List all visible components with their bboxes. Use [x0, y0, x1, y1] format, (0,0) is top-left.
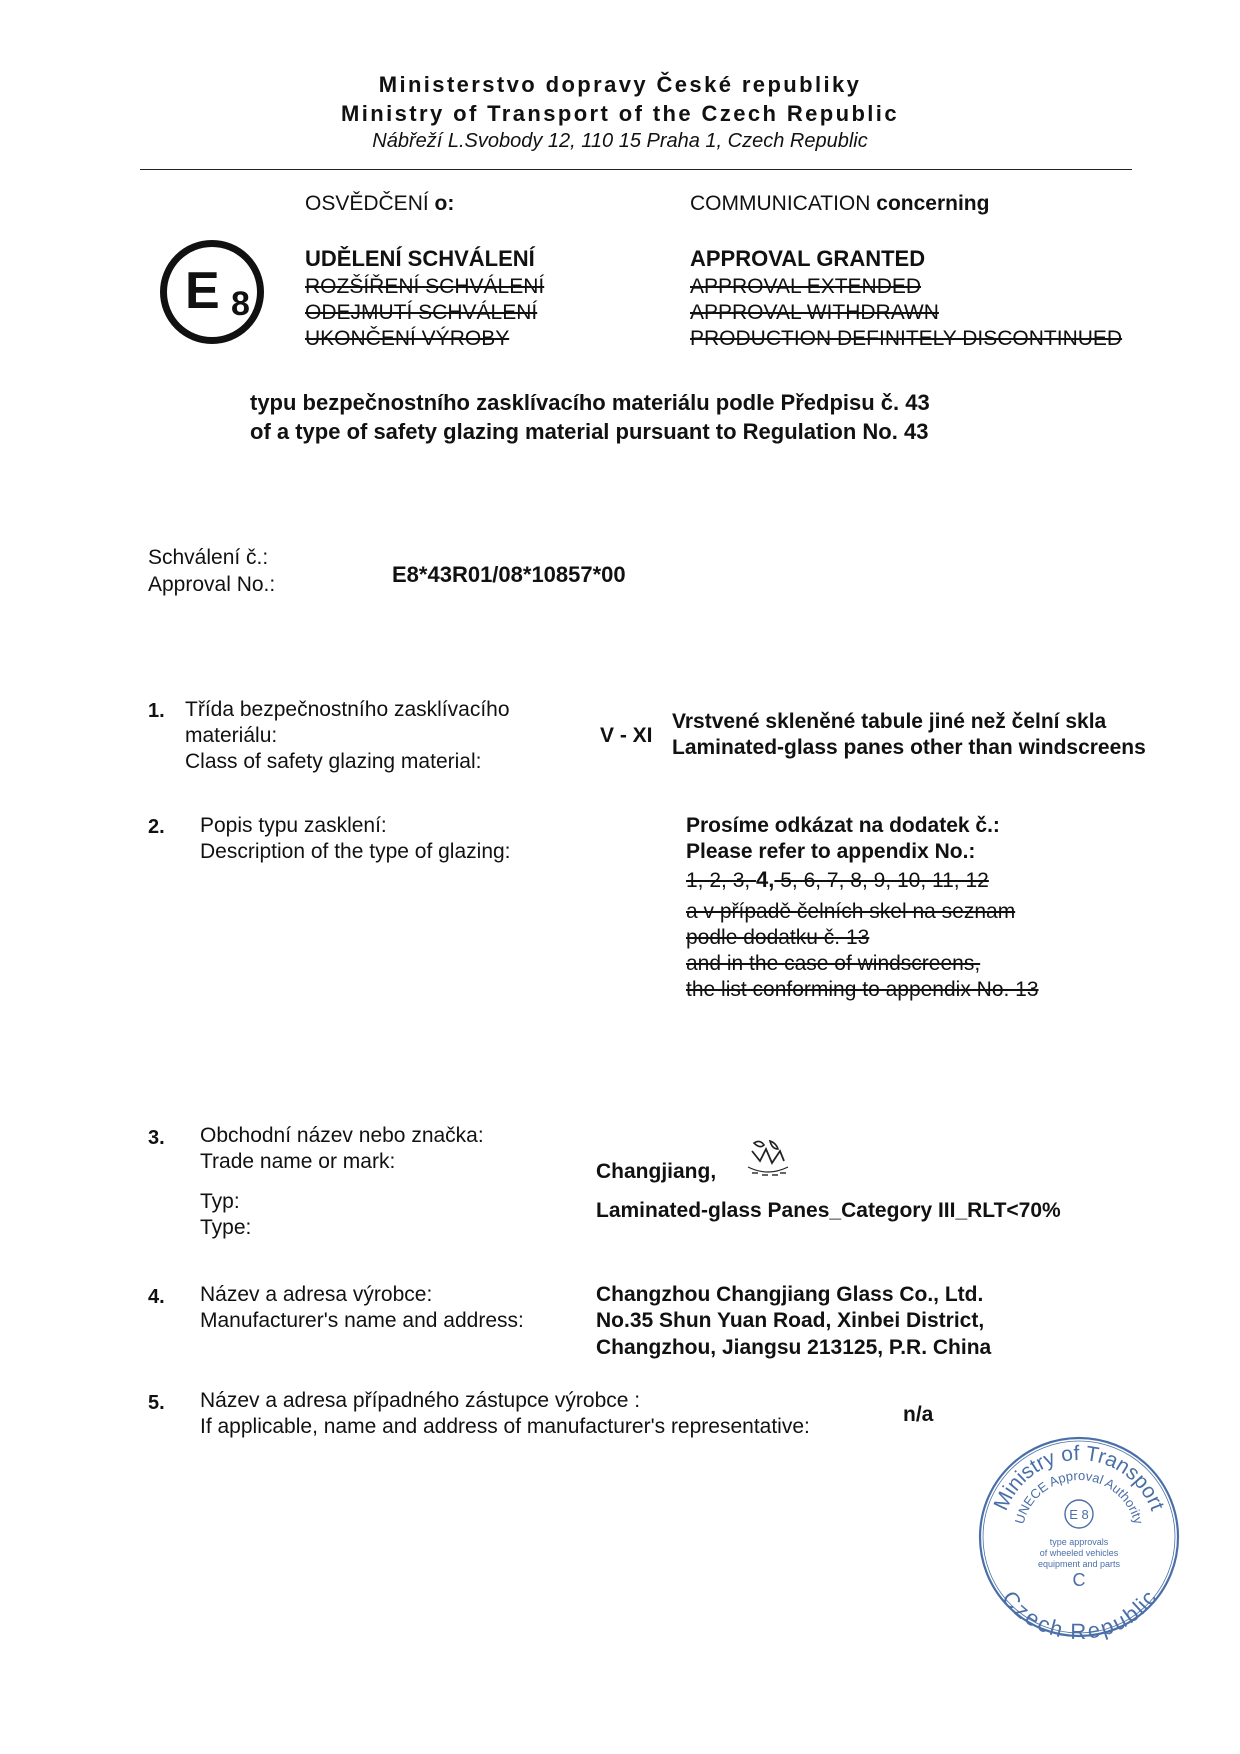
- emblem-letter: E: [185, 262, 220, 320]
- stamp-line2: of wheeled vehicles: [1039, 1548, 1119, 1558]
- item-3-label-en: Trade name or mark:: [200, 1150, 396, 1173]
- subject-en: of a type of safety glazing material pursuant to Regulation No. 43: [250, 419, 929, 444]
- stamp-emblem: E 8: [1069, 1507, 1089, 1522]
- production-discontinued-en: PRODUCTION DEFINITELY DISCONTINUED: [690, 327, 1123, 350]
- approval-granted-en: APPROVAL GRANTED: [690, 246, 926, 271]
- stamp-bottom-text: Czech Republic: [997, 1585, 1162, 1640]
- item-1-label-line2: materiálu:: [185, 724, 278, 747]
- approval-extended-cz: ROZŠÍŘENÍ SCHVÁLENÍ: [305, 275, 545, 298]
- approval-granted-cz: UDĚLENÍ SCHVÁLENÍ: [305, 246, 535, 271]
- item-2-label-cz: Popis typu zasklení:: [200, 814, 387, 837]
- item-2-refer-en: Please refer to appendix No.:: [686, 840, 976, 863]
- stamp-top-text: Ministry of Transport: [989, 1441, 1169, 1514]
- approval-label-cz: Schválení č.:: [148, 546, 269, 569]
- approval-withdrawn-en: APPROVAL WITHDRAWN: [690, 301, 939, 324]
- approval-extended-en: APPROVAL EXTENDED: [690, 275, 922, 298]
- approval-withdrawn-cz: ODEJMUTÍ SCHVÁLENÍ: [305, 301, 538, 324]
- item-2-appendix-list: 1, 2, 3, 4, 5, 6, 7, 8, 9, 10, 11, 12: [686, 867, 989, 892]
- item-2-windscreen-line3: and in the case of windscreens,: [686, 952, 981, 975]
- stamp-line1: type approvals: [1049, 1537, 1109, 1547]
- item-5-number: 5.: [148, 1392, 165, 1414]
- ministry-name-cz: Ministerstvo dopravy České republiky: [378, 72, 862, 97]
- item-3-trade-name: Changjiang,: [596, 1160, 717, 1183]
- item-2-windscreen-line2: podle dodatku č. 13: [686, 926, 870, 949]
- official-stamp: [976, 1434, 1182, 1640]
- item-2-label-en: Description of the type of glazing:: [200, 840, 511, 863]
- item-1-label-line1: Třída bezpečnostního zasklívacího: [185, 698, 510, 721]
- manufacturer-address-line2: Changzhou, Jiangsu 213125, P.R. China: [596, 1336, 992, 1359]
- emblem-number: 8: [231, 285, 250, 323]
- approval-label-en: Approval No.:: [148, 573, 276, 596]
- item-2-refer-cz: Prosíme odkázat na dodatek č.:: [686, 814, 1000, 837]
- changjiang-logo-icon: [744, 1137, 792, 1183]
- e8-emblem-icon: [160, 240, 264, 344]
- approval-number: E8*43R01/08*10857*00: [392, 562, 626, 587]
- item-1-label-line3: Class of safety glazing material:: [185, 750, 482, 773]
- stamp-letter: C: [1072, 1570, 1086, 1590]
- communication-label-en: COMMUNICATION concerning: [690, 192, 990, 215]
- item-4-number: 4.: [148, 1286, 165, 1308]
- stamp-line3: equipment and parts: [1037, 1559, 1121, 1569]
- item-1-class: V - XI: [600, 724, 653, 747]
- ministry-name-en: Ministry of Transport of the Czech Republic: [341, 101, 899, 126]
- item-4-label-en: Manufacturer's name and address:: [200, 1309, 524, 1332]
- item-3-type-value: Laminated-glass Panes_Category III_RLT<70%: [596, 1199, 1061, 1222]
- manufacturer-address-line1: No.35 Shun Yuan Road, Xinbei District,: [596, 1309, 985, 1332]
- item-5-label-en: If applicable, name and address of manufacturer's representative:: [200, 1415, 810, 1438]
- stamp-inner-text: UNECE Approval Authority: [1011, 1467, 1147, 1526]
- item-2-number: 2.: [148, 816, 165, 838]
- item-3-type-label-en: Type:: [200, 1216, 252, 1239]
- item-2-windscreen-line4: the list conforming to appendix No. 13: [686, 978, 1039, 1001]
- item-5-label-cz: Název a adresa případného zástupce výrobce :: [200, 1389, 641, 1412]
- item-2-appendix-selected: 4,: [756, 867, 775, 892]
- representative-value: n/a: [903, 1403, 934, 1426]
- header-divider: [140, 169, 1132, 170]
- ministry-address: Nábřeží L.Svobody 12, 110 15 Praha 1, Czech Republic: [372, 130, 868, 152]
- communication-label-cz: OSVĚDČENÍ o:: [305, 192, 455, 215]
- manufacturer-name: Changzhou Changjiang Glass Co., Ltd.: [596, 1283, 984, 1306]
- subject-cz: typu bezpečnostního zasklívacího materiálu podle Předpisu č. 43: [250, 390, 930, 415]
- item-3-label-cz: Obchodní název nebo značka:: [200, 1124, 484, 1147]
- item-4-label-cz: Název a adresa výrobce:: [200, 1283, 433, 1306]
- item-1-value-en: Laminated-glass panes other than windscreens: [672, 736, 1146, 759]
- item-2-windscreen-line1: a v případě čelních skel na seznam: [686, 900, 1016, 923]
- item-1-value-cz: Vrstvené skleněné tabule jiné než čelní skla: [672, 710, 1107, 733]
- item-3-type-label-cz: Typ:: [200, 1190, 240, 1213]
- production-discontinued-cz: UKONČENÍ VÝROBY: [305, 327, 510, 350]
- item-1-number: 1.: [148, 700, 165, 722]
- item-3-number: 3.: [148, 1127, 165, 1149]
